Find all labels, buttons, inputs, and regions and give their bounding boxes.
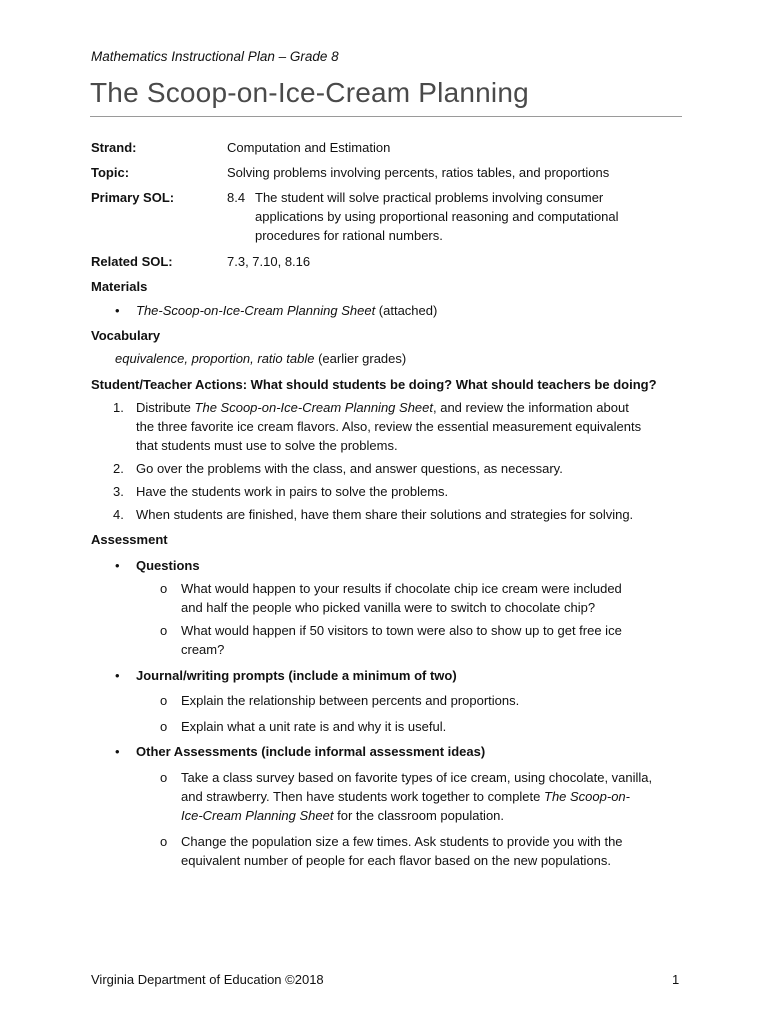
other-assessments-label: Other Assessments (include informal assessment ideas): [136, 744, 486, 759]
step-text: [136, 398, 681, 455]
primary-sol-line: procedures for rational numbers.: [255, 228, 443, 243]
primary-sol-value: [227, 188, 682, 248]
circle-bullet-icon: o: [160, 581, 168, 596]
materials-item: [115, 301, 656, 320]
other-assessment-text: [181, 832, 676, 870]
materials-item-title: The-Scoop-on-Ice-Cream Planning Sheet: [136, 303, 376, 318]
materials-heading: Materials: [91, 279, 148, 294]
step-text: Go over the problems with the class, and answer questions, as necessary.: [136, 461, 563, 476]
vocabulary-heading: Vocabulary: [91, 328, 161, 343]
question-line: and half the people who picked vanilla were to switch to chocolate chip?: [181, 600, 596, 615]
circle-bullet-icon: o: [160, 693, 168, 708]
step-text-part: Distribute: [136, 400, 195, 415]
page-number: 1: [672, 972, 680, 987]
topic-label: Topic:: [91, 165, 130, 180]
primary-sol-label: Primary SOL:: [91, 190, 175, 205]
question-text: [181, 579, 676, 617]
other-assessment-line: [181, 806, 676, 825]
journal-text: Explain what a unit rate is and why it is useful.: [181, 719, 447, 734]
circle-bullet-icon: o: [160, 834, 168, 849]
step-text-line: the three favorite ice cream flavors. Also, review the essential measurement equivalents: [136, 419, 642, 434]
journal-text: Explain the relationship between percents and proportions.: [181, 693, 520, 708]
journal-label: Journal/writing prompts (include a minimum of two): [136, 668, 457, 683]
primary-sol-text: [255, 188, 665, 245]
question-text: [181, 621, 676, 659]
step-text: Have the students work in pairs to solve the problems.: [136, 484, 449, 499]
vocabulary-terms-list: equivalence, proportion, ratio table: [115, 351, 315, 366]
question-line: cream?: [181, 642, 225, 657]
strand-label: Strand:: [91, 140, 137, 155]
bullet-icon: •: [115, 303, 120, 318]
bullet-icon: •: [115, 744, 120, 759]
title-divider: [90, 116, 682, 117]
other-assessment-line: Take a class survey based on favorite types of ice cream, using chocolate, vanilla,: [181, 770, 653, 785]
vocabulary-terms-note: (earlier grades): [314, 351, 407, 366]
other-assessment-line: [181, 787, 676, 806]
other-assessment-line: equivalent number of people for each flavor based on the new populations.: [181, 853, 612, 868]
primary-sol-number: 8.4: [227, 190, 246, 205]
primary-sol-row: [91, 188, 681, 248]
bullet-icon: •: [115, 668, 120, 683]
other-assessments-bullet: [115, 742, 656, 761]
journal-bullet: [115, 666, 656, 685]
questions-bullet: [115, 556, 656, 575]
actions-heading: Student/Teacher Actions: What should students be doing? What should teachers be doing?: [91, 377, 657, 392]
sheet-title: The Scoop-on-: [544, 789, 630, 804]
step-text: When students are finished, have them share their solutions and strategies for solving.: [136, 507, 634, 522]
assessment-heading: Assessment: [91, 532, 168, 547]
question-line: What would happen if 50 visitors to town were also to show up to get free ice: [181, 623, 622, 638]
questions-label: Questions: [136, 558, 200, 573]
topic-value: Solving problems involving percents, ratios tables, and proportions: [227, 165, 610, 180]
bullet-icon: •: [115, 558, 120, 573]
sheet-title: Ice-Cream Planning Sheet: [181, 808, 334, 823]
circle-bullet-icon: o: [160, 770, 168, 785]
other-assessment-line-part: for the classroom population.: [333, 808, 505, 823]
step-number: 4.: [113, 507, 124, 522]
materials-item-note: (attached): [375, 303, 438, 318]
footer-copyright: Virginia Department of Education ©2018: [91, 972, 324, 987]
circle-bullet-icon: o: [160, 623, 168, 638]
circle-bullet-icon: o: [160, 719, 168, 734]
other-assessment-line: Change the population size a few times. Ask students to provide you with the: [181, 834, 623, 849]
other-assessment-text: [181, 768, 676, 825]
page-title: The Scoop-on-Ice-Cream Planning: [90, 77, 529, 108]
document-subtitle: Mathematics Instructional Plan – Grade 8: [91, 49, 339, 64]
step-number: 3.: [113, 484, 124, 499]
step-text-line: that students must use to solve the problems.: [136, 438, 398, 453]
step-number: 1.: [113, 400, 124, 415]
question-line: What would happen to your results if chocolate chip ice cream were included: [181, 581, 622, 596]
vocabulary-terms: [115, 349, 635, 368]
step-number: 2.: [113, 461, 124, 476]
other-assessment-line-part: and strawberry. Then have students work together to complete: [181, 789, 544, 804]
related-sol-value: 7.3, 7.10, 8.16: [227, 254, 311, 269]
primary-sol-line: The student will solve practical problems involving consumer: [255, 190, 604, 205]
step-sheet-title: The Scoop-on-Ice-Cream Planning Sheet: [194, 400, 433, 415]
step-text-part: , and review the information about: [433, 400, 629, 415]
primary-sol-line: applications by using proportional reasoning and computational: [255, 209, 619, 224]
related-sol-label: Related SOL:: [91, 254, 173, 269]
strand-value: Computation and Estimation: [227, 140, 391, 155]
